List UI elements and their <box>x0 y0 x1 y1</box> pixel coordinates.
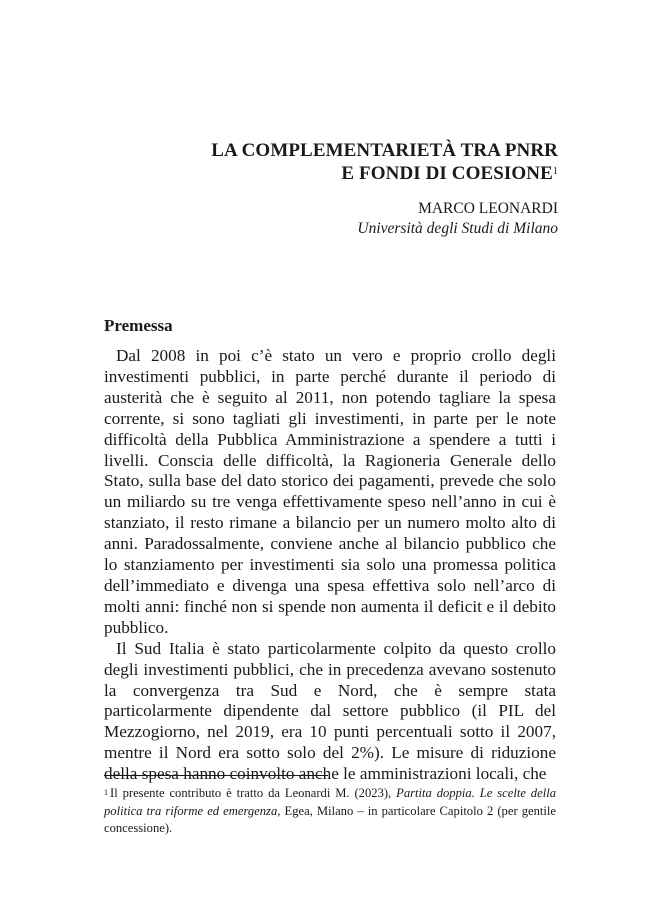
body-text <box>104 346 556 785</box>
footnote-divider <box>104 775 328 776</box>
footnote-text-before: Il presente contributo è tratto da Leonardi M. (2023), <box>110 786 397 800</box>
paragraph: Dal 2008 in poi c’è stato un vero e proprio crollo degli investimenti pubblici, in parte perché durante il periodo di austerità che è seguito al 2011, non potendo tagliare la spesa corrente, si sono tagliati gli investimenti, in parte per le note difficoltà della Pubblica Amministrazione a spendere a tutti i livelli. Conscia delle difficoltà, la Ragioneria Generale dello Stato, sulla base del dato storico dei pagamenti, prevede che solo un miliardo su tre venga effettivamente speso nell’anno in cui è stanziato, il resto rimane a bilancio per un numero molto alto di anni. Paradossalmente, conviene anche al bilancio pubblico che lo stanziamento per investimenti sia solo una promessa politica dell’immediato e divenga una spesa effettiva solo nell’arco di molti anni: finché non si spende non aumenta il deficit e il debito pubblico. <box>104 346 556 637</box>
paragraph: Il Sud Italia è stato particolarmente colpito da questo crollo degli investimenti pubblici, che in precedenza avevano sostenuto la convergenza tra Sud e Nord, che è sempre stata particolarmente dipendente dal settore pubblico (il PIL del Mezzogiorno, nel 2019, era 10 punti percentuali sotto il 2007, mentre il Nord era sotto solo del 2%). Le misure di riduzione della spesa hanno coinvolto anche le amministrazioni locali, che <box>104 638 556 784</box>
title-line-2 <box>211 162 558 185</box>
author-name: MARCO LEONARDI <box>418 200 558 217</box>
title-line-1: LA COMPLEMENTARIETÀ TRA PNRR <box>211 140 558 161</box>
title-footnote-mark[interactable]: 1 <box>552 166 558 177</box>
paper-title <box>211 139 558 185</box>
footnote-mark: 1 <box>104 788 108 797</box>
title-line-2-text: E FONDI DI COESIONE <box>341 163 553 184</box>
section-heading: Premessa <box>104 316 173 335</box>
footnote-book-title: Partita doppia. Le scelte della politica tra riforme ed emergenza <box>104 786 556 818</box>
author-affiliation: Università degli Studi di Milano <box>357 220 558 237</box>
footnote-text-after: , Egea, Milano – in particolare Capitolo 2 (per gentile concessione). <box>104 803 556 835</box>
footnote <box>104 785 556 838</box>
